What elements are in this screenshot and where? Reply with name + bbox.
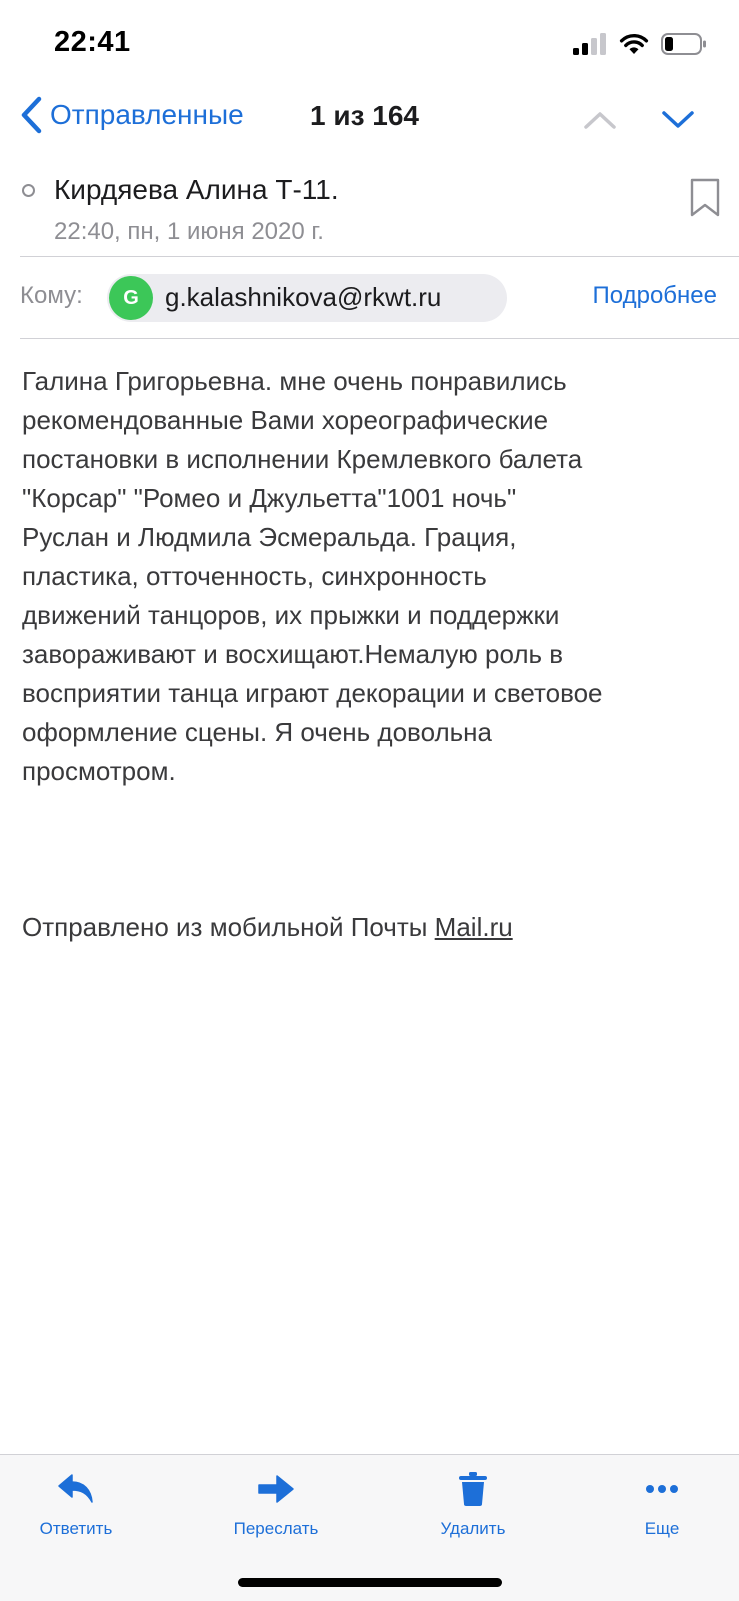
previous-message-button[interactable]	[580, 100, 620, 140]
ellipsis-icon	[645, 1484, 679, 1494]
forward-button[interactable]	[206, 1469, 346, 1545]
status-time: 22:41	[54, 26, 131, 58]
bookmark-icon[interactable]	[689, 178, 721, 218]
back-button[interactable]	[20, 96, 244, 134]
recipient-email: g.kalashnikova@rkwt.ru	[165, 282, 442, 312]
chevron-up-icon	[583, 110, 617, 130]
status-bar	[0, 0, 739, 90]
next-message-button[interactable]	[658, 100, 698, 140]
sent-date: 22:40, пн, 1 июня 2020 г.	[54, 218, 324, 245]
signature-text: Отправлено из мобильной Почты	[22, 912, 435, 942]
avatar: G	[109, 276, 153, 320]
cellular-signal-icon	[573, 33, 607, 55]
battery-icon	[661, 33, 707, 55]
reply-label: Ответить	[39, 1519, 113, 1538]
navigation-bar	[0, 90, 739, 150]
sender-name[interactable]: Кирдяева Алина Т-11.	[54, 174, 339, 205]
wifi-icon	[619, 33, 649, 55]
details-link[interactable]: Подробнее	[592, 282, 717, 309]
forward-arrow-icon	[257, 1474, 295, 1504]
chevron-left-icon	[20, 96, 42, 134]
more-button[interactable]	[592, 1469, 732, 1545]
to-label: Кому:	[20, 282, 83, 309]
reply-icon	[57, 1473, 95, 1505]
home-indicator[interactable]	[238, 1578, 502, 1587]
trash-icon	[458, 1471, 488, 1507]
chevron-down-icon	[661, 110, 695, 130]
message-body: Галина Григорьевна. мне очень понравились рекомендованные Вами хореографические постановки в исполнении Кремлевкого балета "Корсар" "Ромео и Джульетта"1001 ночь" Руслан и Людмила Эсмеральда. Грация, пластика, отточенность, синхронность движений танцоров, их прыжки и поддержки завораживают и восхищают.Немалую роль в восприятии танца играют декорации и световое оформление сцены. Я очень довольна просмотром.	[22, 366, 603, 786]
back-label: Отправленные	[50, 99, 244, 130]
reply-button[interactable]	[6, 1469, 146, 1545]
recipient-divider	[20, 338, 739, 339]
message-counter: 1 из 164	[310, 100, 419, 131]
read-status-icon[interactable]	[22, 184, 35, 197]
delete-label: Удалить	[440, 1519, 506, 1538]
recipient-row	[0, 270, 739, 326]
header-divider	[20, 256, 739, 257]
signature	[22, 912, 513, 943]
delete-button[interactable]	[403, 1469, 543, 1545]
signature-link[interactable]: Mail.ru	[434, 912, 513, 942]
more-label: Еще	[644, 1519, 680, 1538]
recipient-chip[interactable]	[107, 274, 507, 322]
forward-label: Переслать	[233, 1519, 319, 1538]
status-icons	[573, 33, 707, 55]
